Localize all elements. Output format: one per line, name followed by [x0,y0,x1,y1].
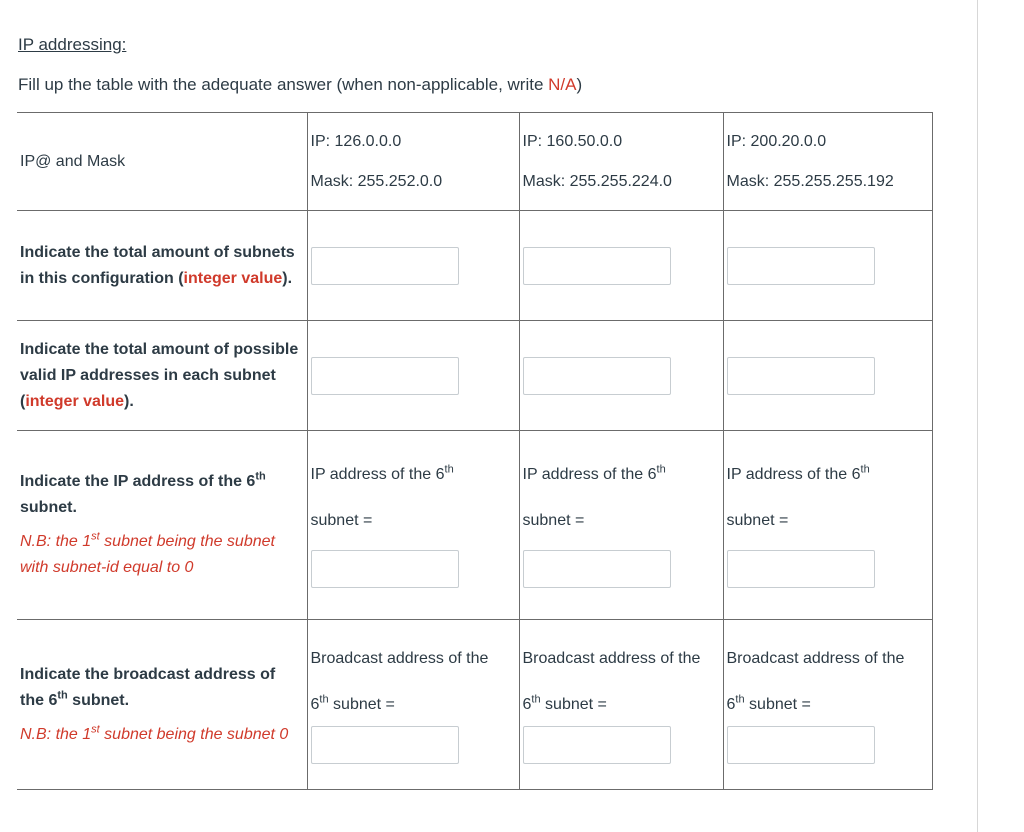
ip-label: IP [310,132,326,150]
note-b: subnet being the subnet with subnet-id equal to 0 [20,533,275,576]
question-highlight: integer value [183,269,283,287]
col-header-2 [519,113,723,211]
note-a: N.B: the 1 [20,725,92,743]
mask-label: Mask [310,172,349,190]
answer-cell [723,620,932,790]
table-row-hosts [17,321,932,431]
note-a: N.B: the 1 [20,533,92,550]
question-text: Indicate the total amount of subnets in this configuration ( [20,243,295,287]
question-highlight: integer value [25,392,125,410]
answer-cell [519,321,723,431]
cell-label [523,462,720,488]
answer-cell [723,211,932,321]
subnets-answer-input-2[interactable] [523,247,671,285]
question-broadcast [17,620,307,790]
question-text: Indicate the total amount of possible valid IP addresses in each subnet ( [20,340,299,410]
cell-label-num: 6 [310,695,320,713]
col-mask [523,162,720,202]
cell-label-sup: th [656,463,666,476]
cell-label-sup: th [444,463,454,476]
ip-label: IP [726,132,742,150]
answer-cell [307,620,519,790]
question-text-b: subnet. [20,499,77,516]
question-note [20,722,304,748]
cell-label-sup: th [531,693,541,706]
col-header-1 [307,113,519,211]
cell-label-b: subnet = [328,695,395,713]
question-table [17,112,933,790]
cell-label-b: subnet = [726,512,789,529]
cell-label-a: Broadcast address of the [522,649,701,667]
table-row-subnets [17,211,932,321]
table-row-broadcast [17,620,932,790]
subnets-answer-input-3[interactable] [727,247,875,285]
subnets-answer-input-1[interactable] [311,247,459,285]
cell-label-b: subnet = [522,512,585,529]
cell-label [311,462,516,488]
page-title: IP addressing: [18,35,127,54]
question-hosts [17,321,307,431]
ip-value: : 200.20.0.0 [741,132,827,150]
answer-cell [307,321,519,431]
question-end: ). [282,269,293,287]
cell-label-sup: th [319,693,329,706]
question-note [20,529,304,581]
cell-label-b: subnet = [540,695,607,713]
col-ip [523,122,720,162]
answer-cell [307,431,519,620]
cell-label-a: IP address of the 6 [522,466,657,483]
col-mask [311,162,516,202]
note-sup: st [91,530,100,543]
answer-cell [519,431,723,620]
table-row-sixth-ip [17,431,932,620]
sixth-ip-answer-input-2[interactable] [523,550,671,588]
cell-label-b: subnet = [744,695,811,713]
question-subnets [17,211,307,321]
broadcast-answer-input-1[interactable] [311,726,459,764]
question-text-a: Indicate the broadcast address of the 6 [20,665,276,709]
mask-value: : 255.255.224.0 [560,172,672,190]
row-label-text: IP@ and Mask [20,152,126,170]
ip-value: : 160.50.0.0 [537,132,623,150]
hosts-answer-input-3[interactable] [727,357,875,395]
question-sixth-ip [17,431,307,620]
cell-label [311,692,516,718]
row-label-ip-mask [17,113,307,211]
cell-label [523,692,720,718]
table-row-header [17,113,932,211]
answer-cell [519,211,723,321]
col-mask [727,162,929,202]
question-end: ). [124,392,134,410]
mask-label: Mask [726,172,765,190]
note-b: subnet being the subnet 0 [99,725,289,743]
cell-label-b: subnet = [310,512,373,529]
cell-label-a: IP address of the 6 [726,466,861,483]
instructions-end: ) [576,75,583,94]
answer-cell [519,620,723,790]
hosts-answer-input-1[interactable] [311,357,459,395]
hosts-answer-input-2[interactable] [523,357,671,395]
answer-cell [723,431,932,620]
col-ip [311,122,516,162]
mask-label: Mask [522,172,561,190]
answer-cell [307,211,519,321]
instructions-text: Fill up the table with the adequate answer (when non-applicable, write [18,75,549,94]
sixth-ip-answer-input-3[interactable] [727,550,875,588]
broadcast-answer-input-3[interactable] [727,726,875,764]
ip-value: : 126.0.0.0 [325,132,402,150]
cell-label-sup: th [860,463,870,476]
mask-value: : 255.255.255.192 [764,172,894,190]
cell-label-num: 6 [726,695,736,713]
cell-label [727,692,929,718]
instructions-na: N/A [548,75,577,94]
sixth-ip-answer-input-1[interactable] [311,550,459,588]
cell-label-num: 6 [522,695,532,713]
col-header-3 [723,113,932,211]
question-text [20,470,266,516]
question-text-b: subnet. [67,691,130,709]
note-sup: st [91,723,100,736]
instructions [18,75,582,95]
question-text [20,666,275,709]
page-right-border [977,0,978,832]
ip-label: IP [522,132,538,150]
question-sup: th [57,689,68,702]
cell-label [727,462,929,488]
question-sup: th [255,470,266,483]
cell-label-a: IP address of the 6 [310,466,445,483]
mask-value: : 255.252.0.0 [348,172,443,190]
cell-label-a: Broadcast address of the [310,649,489,667]
cell-label-a: Broadcast address of the [726,649,905,667]
answer-cell [723,321,932,431]
cell-label-sup: th [735,693,745,706]
broadcast-answer-input-2[interactable] [523,726,671,764]
col-ip [727,122,929,162]
question-text-a: Indicate the IP address of the 6 [20,473,256,490]
